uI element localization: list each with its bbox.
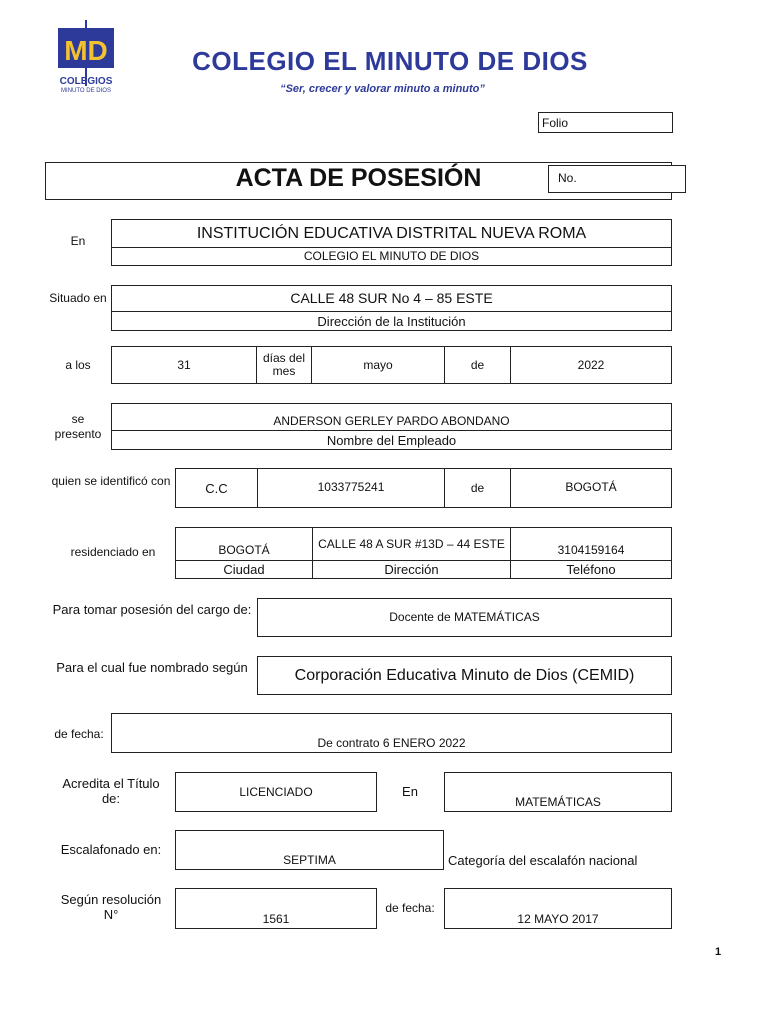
month-value: mayo [363,357,393,372]
escalafon-category-label: Categoría del escalafón nacional [448,853,638,868]
escalafon-field[interactable] [175,830,444,870]
residencia-label: residenciado en [70,545,156,559]
days-label: días del mes [262,351,306,378]
address-sub: Dirección de la Institución [317,313,466,329]
cargo-label: Para tomar posesión del cargo de: [52,602,252,617]
de-label: de [470,357,485,372]
institution-name: INSTITUCIÓN EDUCATIVA DISTRITAL NUEVA ROMA [196,225,587,242]
act-number-label: No. [558,171,577,185]
resolucion-date-field[interactable] [444,888,672,929]
de-fecha-label: de fecha: [54,727,104,741]
identification-field[interactable] [175,468,672,508]
folio-field[interactable] [538,112,673,133]
employee-field[interactable] [111,403,672,450]
resolucion-label: Según resolución N° [60,892,162,922]
day-value: 31 [177,357,191,372]
institution-sub: COLEGIO EL MINUTO DE DIOS [303,249,480,263]
situado-label: Situado en [49,291,107,305]
de-fecha-value: De contrato 6 ENERO 2022 [317,735,466,750]
residence-address: CALLE 48 A SUR #13D – 44 ESTE [318,536,505,551]
escalafon-value: SEPTIMA [283,852,336,867]
school-motto: “Ser, crecer y valorar minuto a minuto” [280,83,485,95]
residence-field[interactable] [175,527,672,579]
institution-field[interactable] [111,219,672,266]
institution-address: CALLE 48 SUR No 4 – 85 ESTE [290,290,493,306]
logo-letters: MD [64,35,108,66]
de-fecha-field[interactable] [111,713,672,753]
city-label: Ciudad [223,562,265,577]
folio-label: Folio [542,116,569,130]
resolucion-value: 1561 [262,911,290,926]
titulo-label: Acredita el Título de: [62,776,160,806]
identificacion-label: quien se identificó con [51,474,171,488]
act-number-field[interactable] [548,165,686,193]
escalafon-label: Escalafonado en: [60,842,162,857]
address-field[interactable] [111,285,672,331]
a-los-label: a los [65,358,91,372]
doc-type: C.C [205,480,228,496]
nombrado-value: Corporación Educativa Minuto de Dios (CEMID) [294,667,635,684]
year-value: 2022 [577,357,605,372]
employee-name: ANDERSON GERLEY PARDO ABONDANO [273,413,510,428]
titulo-value: LICENCIADO [239,784,313,799]
school-logo [57,20,117,96]
doc-number: 1033775241 [317,479,385,494]
titulo-field[interactable] [175,772,377,812]
resolucion-de-fecha-label: de fecha: [385,901,435,915]
area-field[interactable] [444,772,672,812]
address-label: Dirección [384,562,439,577]
en-label: En [70,234,86,248]
employee-sub: Nombre del Empleado [326,432,457,448]
phone-label: Teléfono [566,562,616,577]
area-value: MATEMÁTICAS [515,794,601,809]
doc-de-label: de [470,480,485,495]
logo-sub-2: MINUTO DE DIOS [61,88,111,94]
cargo-field[interactable] [257,598,672,637]
date-field[interactable] [111,346,672,384]
resolucion-field[interactable] [175,888,377,929]
school-title: COLEGIO EL MINUTO DE DIOS [192,46,588,76]
cargo-value: Docente de MATEMÁTICAS [389,610,540,624]
presento-label: se presento [54,412,102,441]
page-number: 1 [715,946,722,958]
act-title: ACTA DE POSESIÓN [235,164,482,192]
residence-phone: 3104159164 [557,542,625,557]
titulo-en-label: En [402,784,418,799]
nombrado-field[interactable] [257,656,672,695]
residence-city: BOGOTÁ [218,542,270,557]
resolucion-date: 12 MAYO 2017 [517,911,599,926]
logo-sub-1: COLEGIOS [59,76,113,87]
nombrado-label: Para el cual fue nombrado según [56,660,248,675]
doc-city: BOGOTÁ [565,479,617,494]
